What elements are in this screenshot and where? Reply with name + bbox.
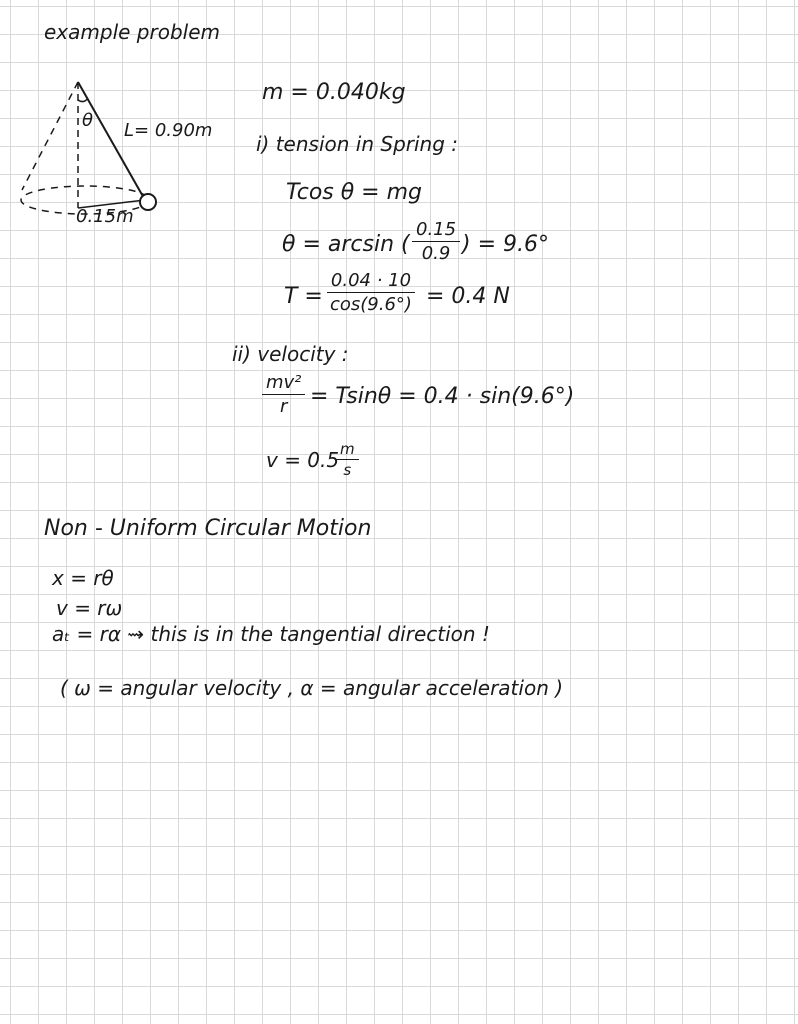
mass-text: m = 0.040kg [262, 80, 406, 105]
centripetal-fraction-num: mv² [262, 372, 305, 395]
equation-angle-rhs: ) = 9.6° [462, 232, 549, 257]
string-line [78, 82, 145, 200]
part-i-heading: i) tension in Spring : [256, 132, 459, 156]
velocity-unit-den: s [343, 461, 352, 479]
equation-velocity-rhs: = Tsinθ = 0.4 · sin(9.6°) [310, 384, 575, 409]
velocity-result-lhs: v = 0.5 [266, 448, 340, 472]
centripetal-fraction [262, 372, 305, 417]
section-title: Non - Uniform Circular Motion [44, 516, 372, 541]
centripetal-fraction-den: r [280, 396, 288, 417]
pendulum-bob [140, 194, 156, 210]
equation-tension-rhs: = 0.4 N [426, 284, 510, 309]
cone-left-line [22, 82, 78, 190]
definitions-line: ( ω = angular velocity , α = angular acceleration ) [60, 676, 564, 700]
equation-angle-lhs: θ = arcsin ( [282, 232, 410, 257]
radius-label: 0.15m [76, 206, 134, 227]
equation-tension-balance: Tcos θ = mg [286, 180, 423, 205]
tension-fraction [326, 270, 416, 315]
velocity-line: v = rω [56, 596, 123, 620]
velocity-unit-num: m [336, 440, 359, 460]
velocity-unit-fraction [336, 440, 359, 479]
angle-fraction [412, 219, 460, 264]
angle-fraction-num: 0.15 [412, 219, 460, 242]
tangential-acceleration-line: aₜ = rα ⇝ this is in the tangential direction ! [52, 622, 490, 646]
tension-fraction-num: 0.04 · 10 [327, 270, 415, 293]
string-length-label: L= 0.90m [124, 120, 213, 141]
part-ii-heading: ii) velocity : [232, 342, 349, 366]
tension-fraction-den: cos(9.6°) [330, 294, 412, 315]
angle-label: θ [82, 110, 94, 131]
angle-fraction-den: 0.9 [421, 243, 451, 264]
angular-position-line: x = rθ [52, 566, 114, 590]
equation-tension-lhs: T = [284, 284, 323, 309]
page-title: example problem [44, 20, 220, 44]
